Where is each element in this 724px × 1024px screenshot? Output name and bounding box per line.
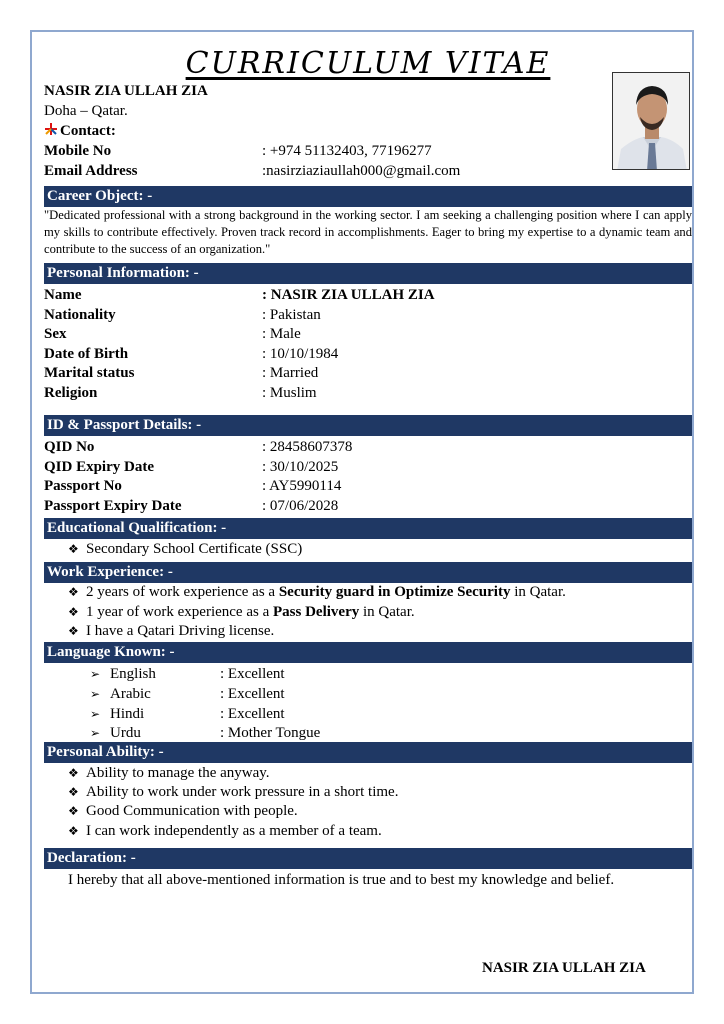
- profile-photo: [612, 72, 690, 170]
- personal-row-marital: [44, 363, 692, 383]
- id-row-qid: [44, 437, 692, 457]
- field-label: QID Expiry Date: [44, 459, 154, 475]
- field-label: Religion: [44, 385, 98, 401]
- work-item: [68, 622, 274, 642]
- ability-item-text: Good Communication with people.: [86, 803, 298, 819]
- diamond-bullet-icon: ❖: [68, 585, 79, 599]
- field-label: Passport Expiry Date: [44, 498, 182, 514]
- contact-label: Contact:: [60, 123, 116, 139]
- arrow-bullet-icon: ➢: [90, 726, 101, 740]
- education-heading: Educational Qualification: -: [44, 518, 692, 539]
- mobile-label: Mobile No: [44, 143, 112, 159]
- ability-item: [68, 783, 398, 803]
- work-item-role: Security guard in Optimize Security: [278, 584, 511, 600]
- personal-row-nationality: [44, 305, 692, 325]
- mobile-row: [44, 141, 692, 161]
- work-item-text: 1 year of work experience as a: [86, 604, 273, 620]
- field-value: : 07/06/2028: [262, 498, 339, 514]
- ability-heading: Personal Ability: -: [44, 742, 692, 763]
- personal-heading: Personal Information: -: [44, 263, 692, 284]
- arrow-bullet-icon: ➢: [90, 667, 101, 681]
- ability-item-text: I can work independently as a member of a team.: [86, 823, 382, 839]
- arrow-bullet-icon: ➢: [90, 687, 101, 701]
- field-value: : AY5990114: [262, 478, 342, 494]
- diamond-bullet-icon: ❖: [68, 804, 79, 818]
- field-value: : Pakistan: [262, 307, 321, 323]
- work-item-place: in Qatar.: [359, 604, 415, 620]
- cv-page: [30, 30, 694, 994]
- field-label: Date of Birth: [44, 346, 129, 362]
- mobile-value: : +974 51132403, 77196277: [262, 143, 432, 159]
- field-label: QID No: [44, 439, 95, 455]
- education-item: [68, 540, 302, 560]
- diamond-bullet-icon: ❖: [68, 824, 79, 838]
- personal-row-name: [44, 285, 692, 305]
- email-label: Email Address: [44, 163, 138, 179]
- field-label: Marital status: [44, 365, 135, 381]
- work-item-place: in Qatar.: [510, 584, 566, 600]
- signature-name: NASIR ZIA ULLAH ZIA: [482, 960, 646, 976]
- field-value: : 28458607378: [262, 439, 353, 455]
- work-item-text: I have a Qatari Driving license.: [86, 623, 275, 639]
- diamond-bullet-icon: ❖: [68, 624, 79, 638]
- diamond-bullet-icon: ❖: [68, 766, 79, 780]
- work-heading: Work Experience: -: [44, 562, 692, 583]
- personal-row-dob: [44, 344, 692, 364]
- ability-item-text: Ability to work under work pressure in a short time.: [86, 784, 399, 800]
- contact-heading: [44, 121, 116, 142]
- career-heading: Career Object: -: [44, 186, 692, 207]
- ability-item: [68, 822, 382, 842]
- contact-icon: [44, 122, 60, 143]
- field-value: : Male: [262, 326, 301, 342]
- id-row-passport-expiry: [44, 496, 692, 516]
- field-value: : 30/10/2025: [262, 459, 339, 475]
- work-item: [68, 583, 566, 603]
- declaration-text: I hereby that all above-mentioned information is true and to best my knowledge and belief.: [68, 872, 615, 888]
- field-label: Name: [44, 287, 82, 303]
- applicant-name: NASIR ZIA ULLAH ZIA: [44, 83, 208, 99]
- diamond-bullet-icon: ❖: [68, 542, 79, 556]
- education-item-text: Secondary School Certificate (SSC): [86, 541, 303, 557]
- language-name: Arabic: [110, 686, 151, 702]
- diamond-bullet-icon: ❖: [68, 605, 79, 619]
- work-item-text: 2 years of work experience as a: [86, 584, 279, 600]
- field-value: : 10/10/1984: [262, 346, 339, 362]
- work-item: [68, 603, 415, 623]
- field-value: : Married: [262, 365, 319, 381]
- id-row-passport: [44, 476, 692, 496]
- language-name: Hindi: [110, 706, 145, 722]
- ability-item-text: Ability to manage the anyway.: [86, 765, 270, 781]
- diamond-bullet-icon: ❖: [68, 785, 79, 799]
- id-passport-heading: ID & Passport Details: -: [44, 415, 692, 436]
- work-item-role: Pass Delivery: [273, 604, 360, 620]
- field-label: Nationality: [44, 307, 116, 323]
- ability-item: [68, 764, 270, 784]
- id-row-qid-expiry: [44, 457, 692, 477]
- field-label: Sex: [44, 326, 67, 342]
- language-level: : Excellent: [220, 686, 285, 702]
- field-value: : NASIR ZIA ULLAH ZIA: [262, 287, 435, 303]
- cv-title: CURRICULUM VITAE: [185, 46, 551, 81]
- field-value: : Muslim: [262, 385, 317, 401]
- language-name: English: [110, 666, 156, 682]
- personal-row-religion: [44, 383, 692, 403]
- personal-row-sex: [44, 324, 692, 344]
- language-level: : Mother Tongue: [220, 725, 321, 741]
- email-row: [44, 161, 692, 181]
- ability-item: [68, 802, 298, 822]
- field-label: Passport No: [44, 478, 122, 494]
- language-heading: Language Known: -: [44, 642, 692, 663]
- declaration-heading: Declaration: -: [44, 848, 692, 869]
- arrow-bullet-icon: ➢: [90, 707, 101, 721]
- language-level: : Excellent: [220, 706, 285, 722]
- language-name: Urdu: [110, 725, 141, 741]
- applicant-location: Doha – Qatar.: [44, 102, 128, 119]
- email-value: :nasirziaziaullah000@gmail.com: [262, 163, 461, 179]
- language-level: : Excellent: [220, 666, 285, 682]
- career-text: "Dedicated professional with a strong background in the working sector. I am seeking a challenging position where I can apply my skills to contribute effectively. Proven track record in accomplishments. Eager to bring my expertise to a dynamic team and contribute to the success of an organization.": [44, 208, 692, 256]
